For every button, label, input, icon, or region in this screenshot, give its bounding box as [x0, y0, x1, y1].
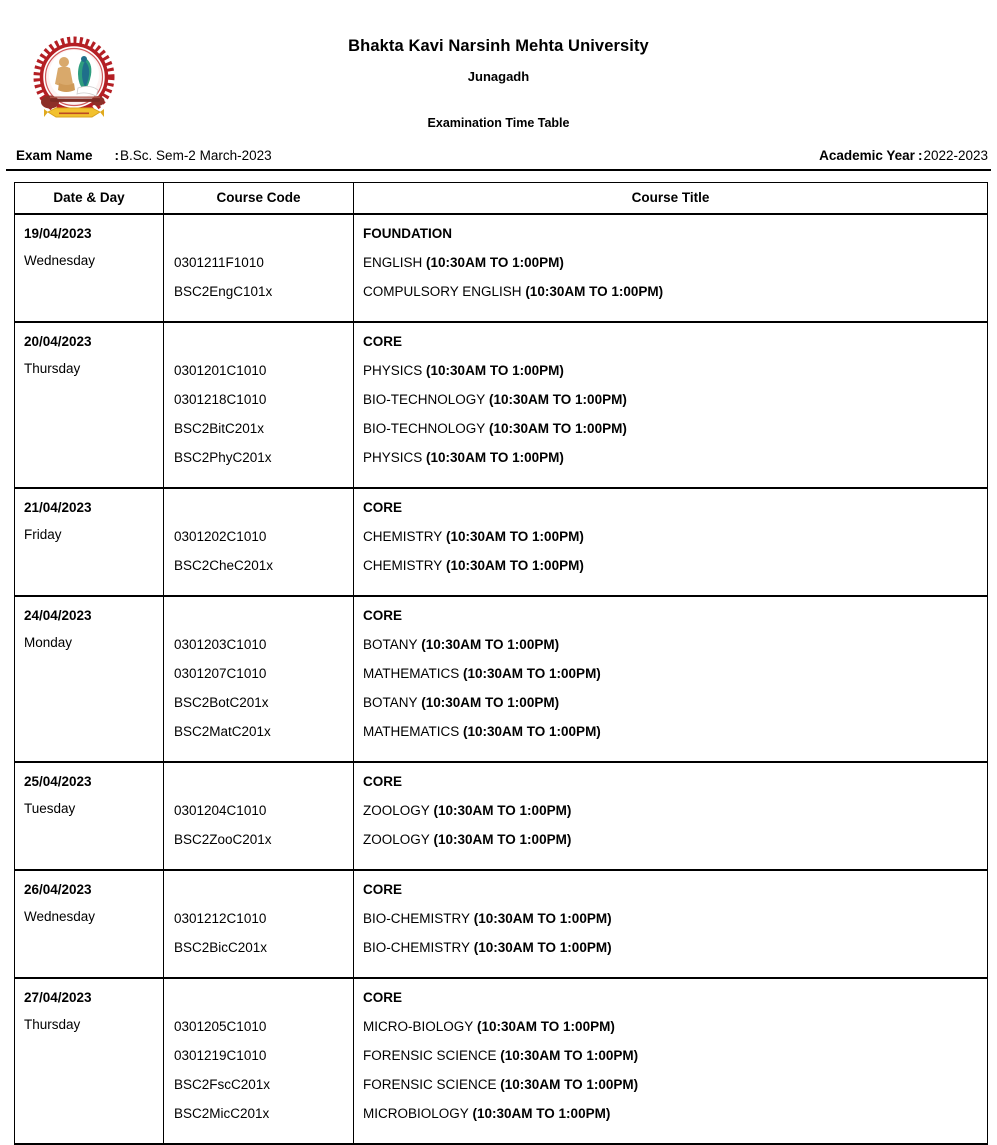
course-code: BSC2FscC201x: [174, 1077, 271, 1092]
table-row: [15, 978, 988, 1144]
document-subtitle: Examination Time Table: [427, 116, 570, 131]
course-title: [363, 664, 987, 693]
course-subject: FORENSIC SCIENCE: [363, 1077, 497, 1092]
course-time: (10:30AM TO 1:00PM): [421, 637, 560, 652]
exam-day: Thursday: [24, 361, 81, 376]
course-subject: MICRO-BIOLOGY: [363, 1019, 474, 1034]
course-category: FOUNDATION: [363, 226, 452, 241]
exam-name-value: B.Sc. Sem-2 March-2023: [120, 148, 272, 163]
table-header: [15, 183, 988, 215]
course-title: [363, 1046, 987, 1075]
table-row: [15, 488, 988, 596]
university-emblem-icon: [28, 33, 120, 129]
table-row: [15, 322, 988, 488]
course-code: BSC2MicC201x: [174, 1106, 270, 1121]
academic-year-field: [819, 146, 988, 166]
course-code: BSC2EngC101x: [174, 284, 273, 299]
exam-name-label: Exam Name: [16, 148, 93, 163]
course-title: [363, 253, 987, 282]
course-code: 0301204C1010: [174, 803, 267, 818]
course-title: [363, 1104, 987, 1133]
course-title: [363, 527, 987, 556]
cell-course-title: [354, 978, 988, 1144]
cell-date-day: [15, 488, 164, 596]
course-title: [363, 722, 987, 751]
course-subject: BOTANY: [363, 637, 418, 652]
course-title: [363, 830, 987, 859]
column-header-course-code: Course Code: [164, 183, 354, 215]
exam-day: Tuesday: [24, 801, 76, 816]
exam-date: 27/04/2023: [24, 990, 92, 1005]
table-row: [15, 596, 988, 762]
table-row: [15, 214, 988, 322]
exam-name-field: [16, 146, 272, 166]
course-category: CORE: [363, 990, 403, 1005]
cell-course-code: [164, 322, 354, 488]
cell-course-code: [164, 762, 354, 870]
cell-course-title: [354, 870, 988, 978]
course-subject: BIO-TECHNOLOGY: [363, 392, 486, 407]
cell-date-day: [15, 596, 164, 762]
column-header-date-day: Date & Day: [15, 183, 164, 215]
table-row: [15, 762, 988, 870]
course-time: (10:30AM TO 1:00PM): [473, 911, 612, 926]
cell-course-title: [354, 488, 988, 596]
course-subject: ZOOLOGY: [363, 832, 430, 847]
course-subject: COMPULSORY ENGLISH: [363, 284, 522, 299]
academic-year-label: Academic Year: [819, 148, 915, 163]
exam-day: Wednesday: [24, 253, 96, 268]
course-code: BSC2BitC201x: [174, 421, 265, 436]
metadata-row: [0, 146, 997, 166]
course-code: 0301205C1010: [174, 1019, 267, 1034]
course-code: 0301211F1010: [174, 255, 264, 270]
course-title: [363, 1075, 987, 1104]
course-code: BSC2BotC201x: [174, 695, 269, 710]
exam-date: 25/04/2023: [24, 774, 92, 789]
exam-day: Wednesday: [24, 909, 96, 924]
exam-date: 26/04/2023: [24, 882, 92, 897]
table-header-row: [15, 183, 988, 215]
course-code: 0301218C1010: [174, 392, 267, 407]
course-time: (10:30AM TO 1:00PM): [473, 940, 612, 955]
course-title: [363, 448, 987, 477]
cell-course-code: [164, 870, 354, 978]
course-time: (10:30AM TO 1:00PM): [433, 832, 572, 847]
cell-course-title: [354, 762, 988, 870]
course-subject: ENGLISH: [363, 255, 423, 270]
course-time: (10:30AM TO 1:00PM): [472, 1106, 611, 1121]
course-title: [363, 282, 987, 311]
cell-course-code: [164, 978, 354, 1144]
course-code: BSC2PhyC201x: [174, 450, 272, 465]
course-subject: ZOOLOGY: [363, 803, 430, 818]
course-time: (10:30AM TO 1:00PM): [500, 1048, 639, 1063]
course-title: [363, 361, 987, 390]
course-title: [363, 938, 987, 967]
cell-date-day: [15, 978, 164, 1144]
course-title: [363, 390, 987, 419]
cell-date-day: [15, 322, 164, 488]
cell-course-title: [354, 322, 988, 488]
course-code: 0301201C1010: [174, 363, 267, 378]
course-subject: CHEMISTRY: [363, 558, 443, 573]
exam-date: 19/04/2023: [24, 226, 92, 241]
course-code: 0301203C1010: [174, 637, 267, 652]
course-title: [363, 419, 987, 448]
course-subject: MATHEMATICS: [363, 724, 460, 739]
exam-day: Friday: [24, 527, 62, 542]
exam-date: 24/04/2023: [24, 608, 92, 623]
course-time: (10:30AM TO 1:00PM): [489, 392, 627, 407]
course-title: [363, 635, 987, 664]
course-category: CORE: [363, 882, 403, 897]
exam-day: Monday: [24, 635, 73, 650]
course-title: [363, 556, 987, 585]
table-body: [15, 214, 988, 1144]
header-divider: [6, 169, 991, 171]
cell-course-code: [164, 488, 354, 596]
course-time: (10:30AM TO 1:00PM): [421, 695, 560, 710]
document-header: [0, 0, 997, 170]
course-subject: MATHEMATICS: [363, 666, 460, 681]
course-time: (10:30AM TO 1:00PM): [426, 363, 564, 378]
course-time: (10:30AM TO 1:00PM): [426, 450, 564, 465]
course-subject: PHYSICS: [363, 450, 423, 465]
course-subject: MICROBIOLOGY: [363, 1106, 469, 1121]
course-time: (10:30AM TO 1:00PM): [525, 284, 664, 299]
cell-date-day: [15, 762, 164, 870]
course-code: BSC2CheC201x: [174, 558, 274, 573]
course-subject: BOTANY: [363, 695, 418, 710]
course-code: 0301219C1010: [174, 1048, 267, 1063]
course-category: CORE: [363, 334, 403, 349]
course-category: CORE: [363, 774, 403, 789]
course-time: (10:30AM TO 1:00PM): [477, 1019, 615, 1034]
academic-year-colon: :: [917, 148, 923, 163]
column-header-course-title: Course Title: [354, 183, 988, 215]
course-subject: CHEMISTRY: [363, 529, 443, 544]
course-time: (10:30AM TO 1:00PM): [463, 666, 601, 681]
course-code: BSC2ZooC201x: [174, 832, 272, 847]
course-category: CORE: [363, 608, 403, 623]
cell-course-code: [164, 596, 354, 762]
course-title: [363, 1017, 987, 1046]
university-city: Junagadh: [467, 69, 530, 85]
cell-date-day: [15, 214, 164, 322]
exam-name-colon: :: [114, 148, 120, 163]
course-category: CORE: [363, 500, 403, 515]
course-subject: FORENSIC SCIENCE: [363, 1048, 497, 1063]
course-code: 0301207C1010: [174, 666, 267, 681]
course-subject: PHYSICS: [363, 363, 423, 378]
course-time: (10:30AM TO 1:00PM): [433, 803, 572, 818]
cell-course-title: [354, 596, 988, 762]
examination-timetable: [14, 182, 988, 1145]
course-time: (10:30AM TO 1:00PM): [500, 1077, 639, 1092]
cell-date-day: [15, 870, 164, 978]
course-subject: BIO-CHEMISTRY: [363, 911, 471, 926]
university-name: Bhakta Kavi Narsinh Mehta University: [348, 37, 649, 55]
course-time: (10:30AM TO 1:00PM): [426, 255, 564, 270]
course-title: [363, 801, 987, 830]
academic-year-value: 2022-2023: [923, 148, 988, 163]
course-code: BSC2MatC201x: [174, 724, 271, 739]
course-subject: BIO-TECHNOLOGY: [363, 421, 486, 436]
course-time: (10:30AM TO 1:00PM): [446, 529, 584, 544]
course-subject: BIO-CHEMISTRY: [363, 940, 471, 955]
table-row: [15, 870, 988, 978]
course-title: [363, 693, 987, 722]
course-code: 0301202C1010: [174, 529, 267, 544]
timetable-container: [14, 182, 988, 1145]
course-time: (10:30AM TO 1:00PM): [489, 421, 627, 436]
title-block: [0, 0, 997, 131]
course-time: (10:30AM TO 1:00PM): [463, 724, 601, 739]
course-title: [363, 909, 987, 938]
exam-date: 20/04/2023: [24, 334, 92, 349]
cell-course-title: [354, 214, 988, 322]
cell-course-code: [164, 214, 354, 322]
exam-date: 21/04/2023: [24, 500, 92, 515]
course-code: BSC2BicC201x: [174, 940, 268, 955]
course-code: 0301212C1010: [174, 911, 267, 926]
course-time: (10:30AM TO 1:00PM): [446, 558, 584, 573]
exam-day: Thursday: [24, 1017, 81, 1032]
